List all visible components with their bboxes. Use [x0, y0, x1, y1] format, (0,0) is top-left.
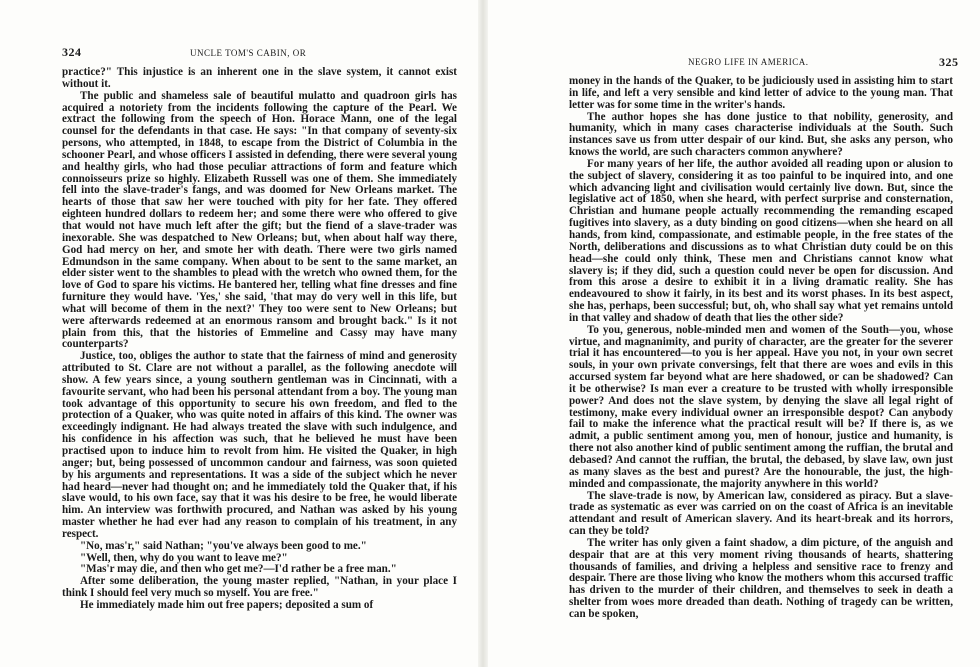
paragraph: money in the hands of the Quaker, to be judiciously used in assisting him to start in life, and left a very sensible and kind letter of advice to the young man. That letter was for some time in the writer's hands. [569, 75, 953, 111]
paragraph: "Mas'r may die, and then who get me?—I'd rather be a free man." [80, 563, 397, 576]
right-page [490, 0, 980, 667]
paragraph: "Well, then, why do you want to leave me?" [80, 551, 288, 564]
paragraph: After some deliberation, the young master replied, "Nathan, in your place I think I should feel very much so myself. You are free." [62, 575, 457, 600]
page-number: 325 [939, 55, 959, 69]
paragraph: To you, generous, noble-minded men and women of the South—you, whose virtue, and magnanimity, and purity of character, are the greater for the severer trial it has encountered—to you is her appeal. Have you not, in your own secret souls, in your own private conversings, felt that there are woes and evils in this accursed system far beyond what are here shadowed, or can be shadowed? Can it be otherwise? Is man ever a creature to be trusted with wholly irresponsible power? And does not the slave system, by denying the slave all legal right of testimony, make every individual owner an irresponsible despot? Can anybody fail to make the inference what the practical result will be? If there is, as we admit, a public sentiment among you, men of honour, justice and humanity, is there not also another kind of public sentiment among the ruffian, the brutal and debased? And cannot the ruffian, the brutal, the debased, by slave law, own just as many slaves as the best and purest? Are the honourable, the just, the high-minded and compassionate, the majority anywhere in this world? [569, 323, 953, 490]
paragraph: For many years of her life, the author avoided all reading upon or alusion to the subject of slavery, considering it as too painful to be inquired into, and one which advancing light and civilisation would certainly live down. But, since the legislative act of 1850, when she heard, with perfect surprise and consternation, Christian and humane people actually recommending the remanding escaped fugitives into slavery, as a duty binding on good citizens—when she heard on all hands, from kind, compassionate, and estimable people, in the free states of the North, deliberations and discussions as to what Christian duty could be on this head—she could only think, These men and Christians cannot know what slavery is; if they did, such a question could never be open for discussion. And from this arose a desire to exhibit it in a living dramatic reality. She has endeavoured to show it fairly, in its best and its worst phases. In its best aspect, she has, perhaps, been successful; but, oh, who shall say what yet remains untold in that valley and shadow of death that lies the other side? [569, 157, 953, 324]
paragraph: practice?" This injustice is an inherent one in the slave system, it cannot exist without it. [62, 66, 457, 90]
paragraph: Justice, too, obliges the author to state that the fairness of mind and generosity attributed to St. Clare are not without a parallel, as the following anecdote will show. A few years since, a young southern gentleman was in Cincinnati, with a favourite servant, who had been his personal attendant from a boy. The young man took advantage of this opportunity to secure his own freedom, and fled to the protection of a Quaker, who was quite noted in affairs of this kind. The owner was exceedingly indignant. He had always treated the slave with such indulgence, and his confidence in his affection was such, that he believed he must have been practised upon to induce him to revolt from him. He visited the Quaker, in high anger; but, being possessed of uncommon candour and fairness, was soon quieted by his arguments and representations. It was a side of the subject which he never had heard—never had thought on; and he immediately told the Quaker that, if his slave would, to his own face, say that it was his desire to be free, he would liberate him. An interview was forthwith procured, and Nathan was asked by his young master whether he had ever had any reason to complain of his treatment, in any respect. [62, 350, 457, 540]
paragraph: The slave-trade is now, by American law, considered as piracy. But a slave-trade as systematic as ever was carried on on the coast of Africa is an inevitable attendant and result of American slavery. And its heart-break and its horrors, can they be told? [569, 489, 953, 538]
book-gutter [478, 0, 488, 667]
paragraph: "No, mas'r," said Nathan; "you've always been good to me." [80, 539, 367, 552]
paragraph: He immediately made him out free papers; deposited a sum of [80, 598, 374, 611]
running-head: UNCLE TOM'S CABIN, OR [190, 48, 307, 58]
left-page [0, 0, 475, 667]
running-head: NEGRO LIFE IN AMERICA. [688, 57, 809, 67]
body-text [569, 76, 953, 621]
paragraph: The writer has only given a faint shadow, a dim picture, of the anguish and despair that are at this very moment riving thousands of hearts, shattering thousands of families, and driving a helpless and sensitive race to frenzy and despair. There are those living who know the mothers whom this accursed traffic has driven to the murder of their children, and themselves to seek in death a shelter from woes more dreaded than death. Nothing of tragedy can be written, can be spoken, [569, 536, 953, 620]
paragraph: The author hopes she has done justice to that nobility, generosity, and humanity, which in many cases characterise individuals at the South. Such instances save us from utter despair of our kind. But, she asks any person, who knows the world, are such characters common anywhere? [569, 110, 953, 159]
body-text [62, 67, 457, 612]
paragraph: The public and shameless sale of beautiful mulatto and quadroon girls has acquired a notoriety from the incidents following the capture of the Pearl. We extract the following from the speech of Hon. Horace Mann, one of the legal counsel for the defendants in that case. He says: "In that company of seventy-six persons, who attempted, in 1848, to escape from the District of Columbia in the schooner Pearl, and whose officers I assisted in defending, there were several young and healthy girls, who had those peculiar attractions of form and feature which connoisseurs prize so highly. Elizabeth Russell was one of them. She immediately fell into the slave-trader's fangs, and was doomed for New Orleans market. The hearts of those that saw her were touched with pity for her fate. They offered eighteen hundred dollars to redeem her; and some there were who offered to give that would not have much left after the gift; but the fiend of a slave-trader was inexorable. She was despatched to New Orleans; but, when about half way there, God had mercy on her, and smote her with death. There were two girls named Edmundson in the same company. When about to be sent to the same market, an elder sister went to the shambles to plead with the wretch who owned them, for the love of God to spare his victims. He bantered her, telling what fine dresses and fine furniture they would have. 'Yes,' she said, 'that may do very well in this life, but what will become of them in the next?' They too were sent to New Orleans; but were afterwards redeemed at an enormous ransom and brought back." Is it not plain from this, that the histories of Emmeline and Cassy may have many counterparts? [62, 89, 457, 351]
page-number: 324 [62, 45, 82, 59]
